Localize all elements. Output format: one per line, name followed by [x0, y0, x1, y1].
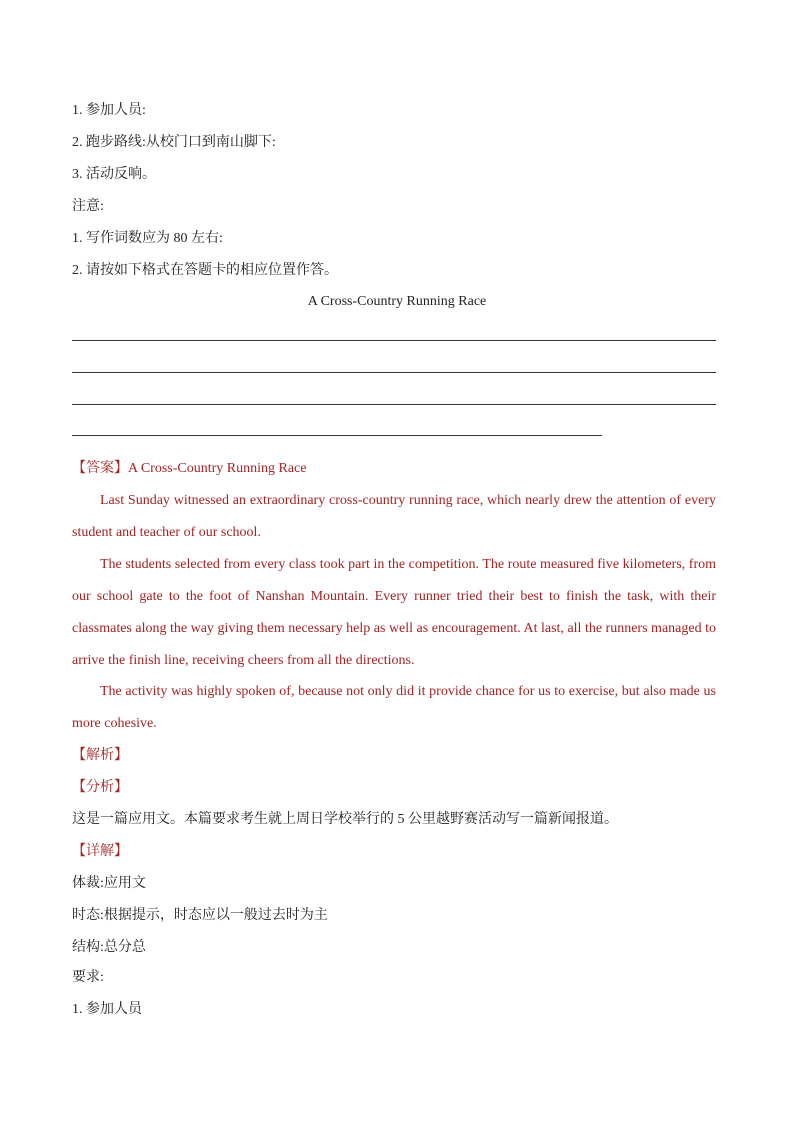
answer-heading	[72, 459, 307, 479]
fenxi-text: 这是一篇应用文。本篇要求考生就上周日学校举行的 5 公里越野赛活动写一篇新闻报道。	[72, 812, 618, 827]
answer-line-4	[72, 435, 602, 436]
answer-paragraph-3: The activity was highly spoken of, because not only did it provide chance for us to exercise, but also made us more cohesive.	[72, 684, 716, 731]
detail-genre: 体裁:应用文	[72, 876, 146, 891]
answer-label: 【答案】	[72, 461, 128, 476]
answer-line-2	[72, 372, 716, 373]
note-item-2: 2. 请按如下格式在答题卡的相应位置作答。	[72, 263, 338, 278]
answer-paragraph-2: The students selected from every class took part in the competition. The route measured five kilometers, from our school gate to the foot of Nanshan Mountain. Every runner tried their best to finish the task, with their classmates along the way giving them necessary help as well as encouragement. At last, all the runners managed to arrive the finish line, receiving cheers from all the directions.	[72, 557, 716, 668]
fenxi-label: 【分析】	[72, 780, 128, 795]
essay-title: A Cross-Country Running Race	[307, 294, 487, 309]
detail-item-1: 1. 参加人员	[72, 1002, 142, 1017]
answer-paragraph-1: Last Sunday witnessed an extraordinary cross-country running race, which nearly drew the attention of every student and teacher of our school.	[72, 493, 716, 540]
detail-label: 【详解】	[72, 844, 128, 859]
requirement-item-2: 2. 跑步路线:从校门口到南山脚下:	[72, 135, 276, 150]
notes-heading: 注意:	[72, 199, 104, 214]
answer-line-1	[72, 340, 716, 341]
detail-tense: 时态:根据提示，时态应以一般过去时为主	[72, 908, 328, 923]
answer-title: A Cross-Country Running Race	[128, 461, 307, 476]
answer-line-3	[72, 404, 716, 405]
detail-requirements: 要求:	[72, 970, 104, 985]
requirement-item-3: 3. 活动反响。	[72, 167, 156, 182]
analysis-label: 【解析】	[72, 748, 128, 763]
detail-structure: 结构:总分总	[72, 940, 146, 955]
requirement-item-1: 1. 参加人员:	[72, 103, 146, 118]
note-item-1: 1. 写作词数应为 80 左右:	[72, 231, 223, 246]
